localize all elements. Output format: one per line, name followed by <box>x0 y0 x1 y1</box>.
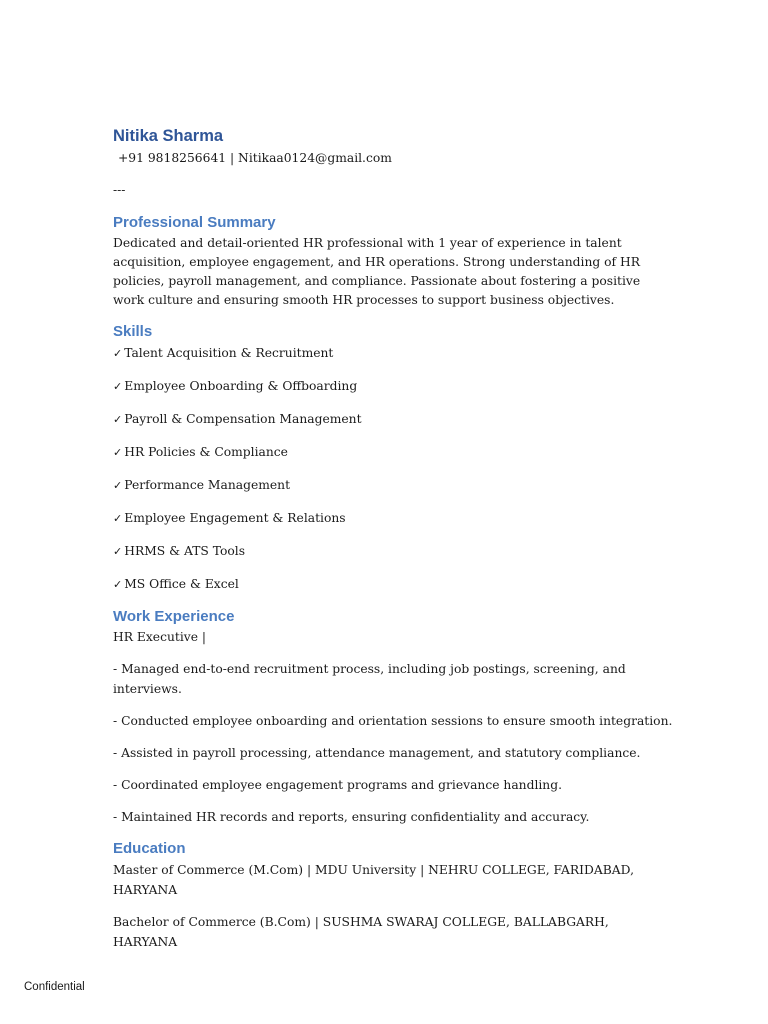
skill-label: Talent Acquisition & Recruitment <box>124 346 334 360</box>
checkmark-icon: ✓ <box>113 512 123 525</box>
checkmark-icon: ✓ <box>113 578 123 591</box>
skill-item <box>113 574 673 595</box>
skill-label: MS Office & Excel <box>124 577 239 591</box>
work-bullet: - Managed end-to-end recruitment process, including job postings, screening, and interviews. <box>113 662 626 696</box>
skill-label: HR Policies & Compliance <box>124 445 288 459</box>
work-bullet: - Conducted employee onboarding and orientation sessions to ensure smooth integration. <box>113 714 673 728</box>
work-bullet: - Assisted in payroll processing, attendance management, and statutory compliance. <box>113 746 641 760</box>
education-heading: Education <box>113 840 186 857</box>
skill-label: Performance Management <box>124 478 291 492</box>
skill-item <box>113 343 673 364</box>
skill-item <box>113 376 673 397</box>
footer-confidential-label: Confidential <box>24 981 85 993</box>
summary-heading: Professional Summary <box>113 214 276 231</box>
skill-item <box>113 508 673 529</box>
skill-item <box>113 475 673 496</box>
checkmark-icon: ✓ <box>113 380 123 393</box>
summary-text: Dedicated and detail-oriented HR professional with 1 year of experience in talent acquisition, employee engagement, and HR operations. Strong understanding of HR policies, payroll management, and compliance. Passionate about fostering a positive work culture and ensuring smooth HR processes to support business objectives. <box>113 236 641 307</box>
skills-heading: Skills <box>113 323 153 340</box>
skill-item <box>113 541 673 562</box>
skill-item <box>113 409 673 430</box>
job-title: HR Executive | <box>113 630 207 644</box>
skill-label: HRMS & ATS Tools <box>124 544 246 558</box>
divider-text: --- <box>113 183 126 197</box>
candidate-name: Nitika Sharma <box>113 127 224 145</box>
work-experience-list <box>113 628 673 827</box>
skill-label: Employee Engagement & Relations <box>124 511 346 525</box>
resume-document <box>113 124 673 952</box>
skills-list <box>113 343 673 595</box>
work-experience-heading: Work Experience <box>113 608 235 625</box>
checkmark-icon: ✓ <box>113 446 123 459</box>
contact-info: +91 9818256641 | Nitikaa0124@gmail.com <box>118 151 392 165</box>
checkmark-icon: ✓ <box>113 545 123 558</box>
work-bullet: - Maintained HR records and reports, ensuring confidentiality and accuracy. <box>113 810 590 824</box>
education-item: Master of Commerce (M.Com) | MDU University | NEHRU COLLEGE, FARIDABAD, HARYANA <box>113 863 634 897</box>
checkmark-icon: ✓ <box>113 347 123 360</box>
skill-label: Employee Onboarding & Offboarding <box>124 379 358 393</box>
checkmark-icon: ✓ <box>113 479 123 492</box>
work-bullet: - Coordinated employee engagement programs and grievance handling. <box>113 778 563 792</box>
education-list <box>113 860 673 952</box>
education-item: Bachelor of Commerce (B.Com) | SUSHMA SWARAJ COLLEGE, BALLABGARH, HARYANA <box>113 915 609 949</box>
skill-label: Payroll & Compensation Management <box>124 412 362 426</box>
checkmark-icon: ✓ <box>113 413 123 426</box>
skill-item <box>113 442 673 463</box>
